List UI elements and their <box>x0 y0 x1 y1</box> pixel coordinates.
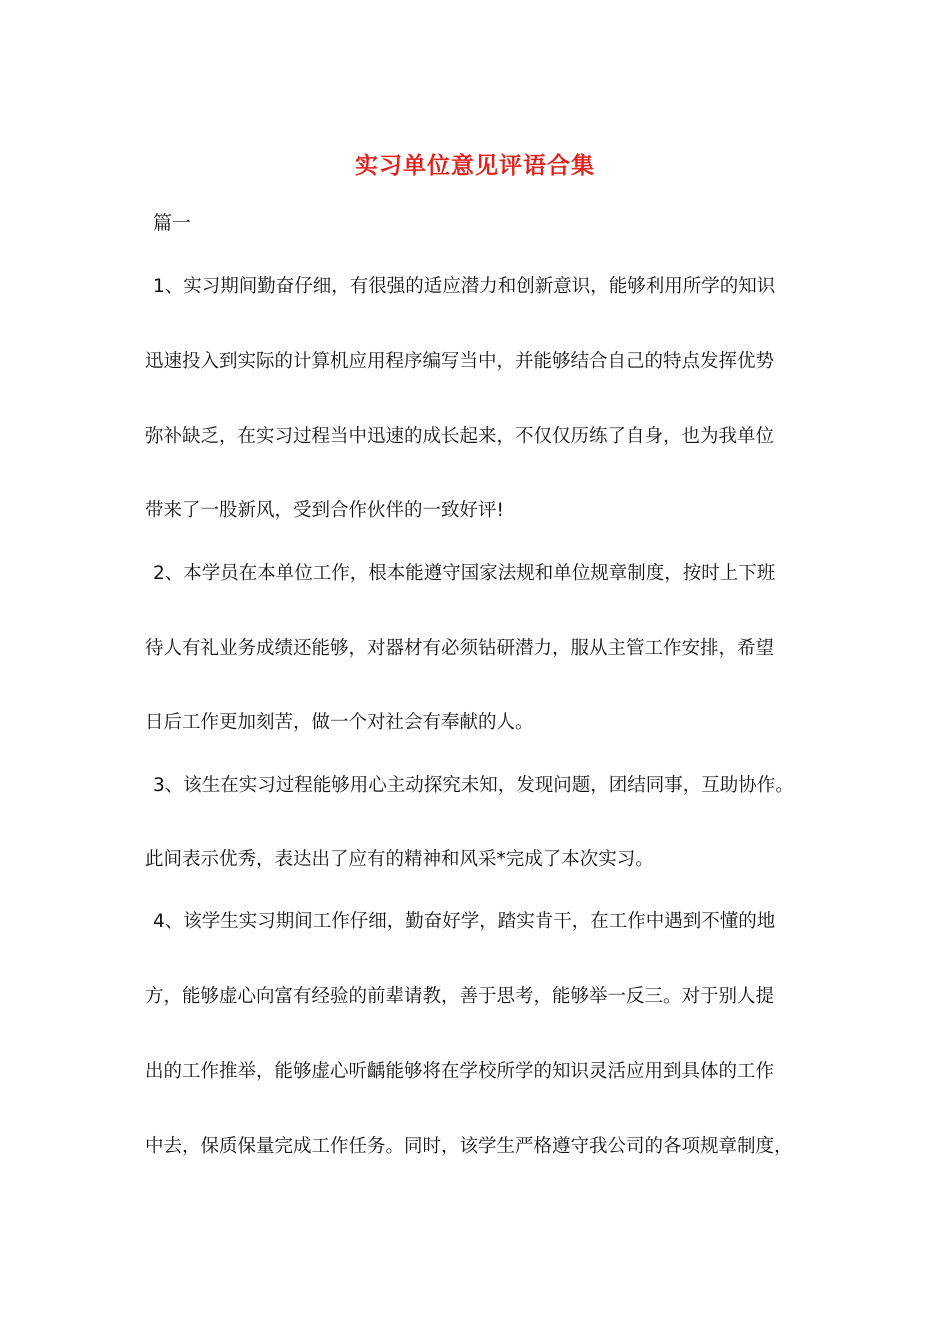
paragraph-line: 中去，保质保量完成工作任务。同时，该学生严格遵守我公司的各项规章制度， <box>145 1136 793 1157</box>
paragraph-line: 日后工作更加刻苦，做一个对社会有奉献的人。 <box>145 712 534 733</box>
paragraph-line: 此间表示优秀，表达出了应有的精神和风采*完成了本次实习。 <box>145 849 654 870</box>
paragraph-line: 2、本学员在本单位工作，根本能遵守国家法规和单位规章制度，按时上下班 <box>153 563 776 584</box>
paragraph-line: 4、该学生实习期间工作仔细，勤奋好学，踏实肯干，在工作中遇到不懂的地 <box>153 911 776 932</box>
paragraph-line: 方，能够虚心向富有经验的前辈请教，善于思考，能够举一反三。对于别人提 <box>145 986 775 1007</box>
paragraph-line: 1、实习期间勤奋仔细，有很强的适应潜力和创新意识，能够利用所学的知识 <box>153 276 776 297</box>
paragraph-line: 出的工作推举，能够虚心听齲能够将在学校所学的知识灵活应用到具体的工作 <box>145 1061 775 1082</box>
section-heading: 篇一 <box>153 212 192 234</box>
paragraph-line: 待人有礼业务成绩还能够，对器材有必须钻研潜力，服从主管工作安排，希望 <box>145 638 775 659</box>
paragraph-line: 迅速投入到实际的计算机应用程序编写当中，并能够结合自己的特点发挥优势 <box>145 351 775 372</box>
paragraph-line: 带来了一股新风，受到合作伙伴的一致好评! <box>145 500 504 521</box>
document-title: 实习单位意见评语合集 <box>355 153 595 179</box>
paragraph-line: 弥补缺乏，在实习过程当中迅速的成长起来，不仅仅历练了自身，也为我单位 <box>145 426 775 447</box>
paragraph-line: 3、该生在实习过程能够用心主动探究未知，发现问题，团结同事，互助协作。 <box>153 775 794 796</box>
